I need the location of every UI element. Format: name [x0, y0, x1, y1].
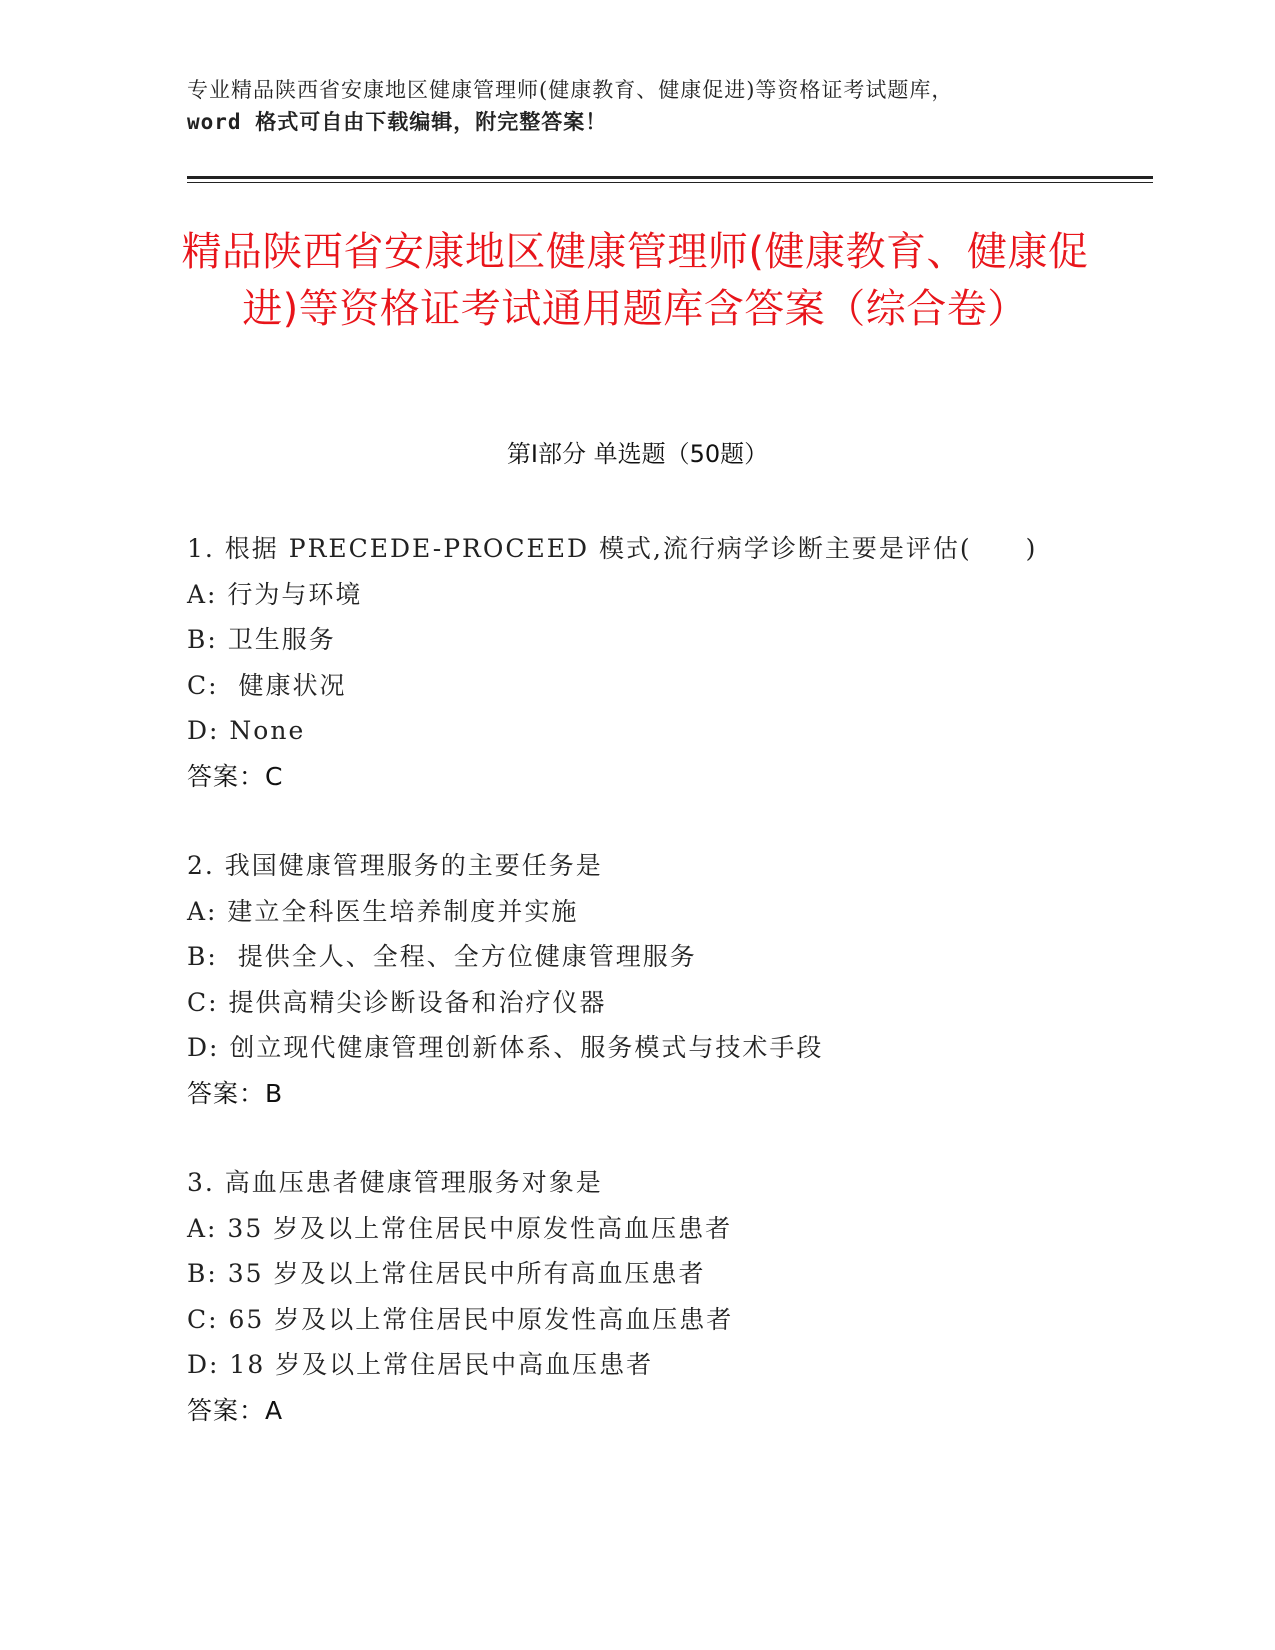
header-note-line2: word 格式可自由下载编辑，附完整答案！ [187, 110, 608, 134]
option-c: C: 65 岁及以上常住居民中原发性高血压患者 [187, 1304, 734, 1334]
section-heading: 第Ⅰ部分 单选题（50题） [506, 440, 769, 468]
option-d: D: 创立现代健康管理创新体系、服务模式与技术手段 [187, 1033, 824, 1062]
option-c: C: 提供高精尖诊断设备和治疗仪器 [187, 987, 607, 1017]
question-1 [187, 526, 1147, 799]
document-title: 精品陕西省安康地区健康管理师(健康教育、健康促进)等资格证考试通用题库含答案（综合卷） [181, 229, 1089, 332]
question-list [187, 526, 1147, 1477]
header-note [187, 74, 1087, 138]
header-note-line1: 专业精品陕西省安康地区健康管理师(健康教育、健康促进)等资格证考试题库， [187, 78, 954, 102]
question-stem: 3. 高血压患者健康管理服务对象是 [187, 1168, 603, 1197]
option-b: B: 35 岁及以上常住居民中所有高血压患者 [187, 1259, 706, 1288]
option-a: A: 35 岁及以上常住居民中原发性高血压患者 [187, 1213, 733, 1243]
answer: 答案：C [187, 761, 284, 791]
answer: 答案：B [187, 1078, 284, 1108]
option-b: B: 提供全人、全程、全方位健康管理服务 [187, 942, 697, 971]
question-2 [187, 843, 1147, 1116]
option-d: D: None [187, 716, 306, 745]
question-stem: 1. 根据 PRECEDE-PROCEED 模式,流行病学诊断主要是评估( ) [187, 534, 1038, 563]
answer: 答案：A [187, 1395, 284, 1425]
option-b: B: 卫生服务 [187, 625, 336, 654]
option-a: A: 行为与环境 [187, 579, 363, 609]
question-3 [187, 1160, 1147, 1433]
header-divider-thick [187, 176, 1153, 179]
header-divider-thin [187, 182, 1153, 183]
option-c: C: 健康状况 [187, 670, 347, 700]
option-d: D: 18 岁及以上常住居民中高血压患者 [187, 1350, 654, 1379]
option-a: A: 建立全科医生培养制度并实施 [187, 896, 579, 926]
question-stem: 2. 我国健康管理服务的主要任务是 [187, 851, 603, 880]
